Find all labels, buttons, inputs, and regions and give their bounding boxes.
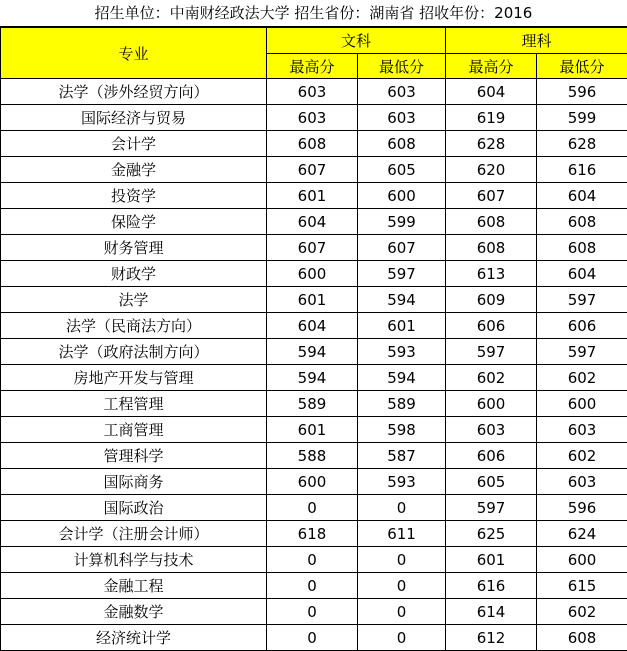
like-min-cell: 608 (537, 625, 627, 651)
score-table (0, 27, 627, 651)
major-cell: 财务管理 (1, 235, 267, 261)
table-body (1, 79, 627, 651)
wenke-max-cell: 607 (267, 235, 358, 261)
major-cell: 工程管理 (1, 391, 267, 417)
like-max-cell: 609 (446, 287, 537, 313)
table-row (1, 287, 627, 313)
like-max-cell: 608 (446, 235, 537, 261)
major-cell: 投资学 (1, 183, 267, 209)
like-min-cell: 602 (537, 443, 627, 469)
wenke-min-cell: 0 (358, 547, 446, 573)
table-row (1, 79, 627, 105)
major-column-header: 专业 (1, 28, 267, 79)
table-row (1, 521, 627, 547)
wenke-max-cell: 601 (267, 417, 358, 443)
major-cell: 工商管理 (1, 417, 267, 443)
wenke-min-cell: 603 (358, 105, 446, 131)
major-cell: 会计学 (1, 131, 267, 157)
major-cell: 国际政治 (1, 495, 267, 521)
wenke-min-cell: 594 (358, 287, 446, 313)
like-min-cell: 604 (537, 183, 627, 209)
table-row (1, 495, 627, 521)
major-cell: 法学 (1, 287, 267, 313)
table-row (1, 105, 627, 131)
major-cell: 法学（政府法制方向） (1, 339, 267, 365)
table-row (1, 261, 627, 287)
like-min-cell: 616 (537, 157, 627, 183)
table-row (1, 183, 627, 209)
table-row (1, 131, 627, 157)
wenke-min-cell: 605 (358, 157, 446, 183)
wenke-min-cell: 598 (358, 417, 446, 443)
wenke-min-cell: 0 (358, 599, 446, 625)
wenke-max-cell: 603 (267, 105, 358, 131)
like-max-cell: 608 (446, 209, 537, 235)
header-row-groups (1, 28, 627, 54)
major-cell: 法学（涉外经贸方向） (1, 79, 267, 105)
major-cell: 法学（民商法方向） (1, 313, 267, 339)
like-max-cell: 597 (446, 495, 537, 521)
major-cell: 会计学（注册会计师） (1, 521, 267, 547)
table-row (1, 547, 627, 573)
like-max-cell: 600 (446, 391, 537, 417)
wenke-min-cell: 611 (358, 521, 446, 547)
wenke-min-header: 最低分 (358, 54, 446, 79)
wenke-max-cell: 0 (267, 495, 358, 521)
like-max-cell: 605 (446, 469, 537, 495)
wenke-max-cell: 608 (267, 131, 358, 157)
like-max-cell: 601 (446, 547, 537, 573)
like-max-cell: 616 (446, 573, 537, 599)
like-min-cell: 600 (537, 391, 627, 417)
wenke-max-cell: 601 (267, 183, 358, 209)
like-min-cell: 628 (537, 131, 627, 157)
major-cell: 经济统计学 (1, 625, 267, 651)
table-row (1, 209, 627, 235)
major-cell: 金融工程 (1, 573, 267, 599)
like-max-cell: 612 (446, 625, 537, 651)
wenke-min-cell: 601 (358, 313, 446, 339)
wenke-max-cell: 589 (267, 391, 358, 417)
like-min-cell: 624 (537, 521, 627, 547)
like-min-cell: 608 (537, 235, 627, 261)
wenke-min-cell: 0 (358, 573, 446, 599)
like-max-cell: 603 (446, 417, 537, 443)
wenke-min-cell: 0 (358, 625, 446, 651)
like-max-cell: 607 (446, 183, 537, 209)
table-row (1, 339, 627, 365)
wenke-max-cell: 600 (267, 261, 358, 287)
wenke-max-header: 最高分 (267, 54, 358, 79)
major-cell: 国际商务 (1, 469, 267, 495)
major-cell: 计算机科学与技术 (1, 547, 267, 573)
wenke-min-cell: 589 (358, 391, 446, 417)
like-min-cell: 603 (537, 417, 627, 443)
wenke-min-cell: 608 (358, 131, 446, 157)
wenke-min-cell: 593 (358, 469, 446, 495)
like-max-cell: 604 (446, 79, 537, 105)
like-max-cell: 602 (446, 365, 537, 391)
like-max-cell: 619 (446, 105, 537, 131)
wenke-max-cell: 603 (267, 79, 358, 105)
wenke-max-cell: 601 (267, 287, 358, 313)
table-row (1, 599, 627, 625)
like-min-cell: 603 (537, 469, 627, 495)
wenke-min-cell: 607 (358, 235, 446, 261)
page-title: 招生单位：中南财经政法大学 招生省份：湖南省 招收年份：2016 (0, 0, 627, 27)
major-cell: 金融学 (1, 157, 267, 183)
table-row (1, 469, 627, 495)
table-row (1, 365, 627, 391)
like-min-cell: 606 (537, 313, 627, 339)
table-row (1, 313, 627, 339)
like-min-cell: 599 (537, 105, 627, 131)
wenke-max-cell: 618 (267, 521, 358, 547)
table-header (1, 28, 627, 79)
wenke-max-cell: 588 (267, 443, 358, 469)
wenke-max-cell: 594 (267, 365, 358, 391)
table-row (1, 625, 627, 651)
like-min-header: 最低分 (537, 54, 627, 79)
wenke-max-cell: 594 (267, 339, 358, 365)
like-min-cell: 596 (537, 79, 627, 105)
wenke-max-cell: 607 (267, 157, 358, 183)
major-cell: 保险学 (1, 209, 267, 235)
wenke-min-cell: 594 (358, 365, 446, 391)
like-min-cell: 604 (537, 261, 627, 287)
like-min-cell: 600 (537, 547, 627, 573)
table-row (1, 573, 627, 599)
wenke-group-header: 文科 (267, 28, 446, 54)
major-cell: 管理科学 (1, 443, 267, 469)
like-group-header: 理科 (446, 28, 627, 54)
wenke-max-cell: 604 (267, 209, 358, 235)
major-cell: 财政学 (1, 261, 267, 287)
like-max-header: 最高分 (446, 54, 537, 79)
wenke-max-cell: 0 (267, 599, 358, 625)
wenke-max-cell: 600 (267, 469, 358, 495)
like-max-cell: 606 (446, 443, 537, 469)
like-max-cell: 613 (446, 261, 537, 287)
like-min-cell: 608 (537, 209, 627, 235)
wenke-min-cell: 597 (358, 261, 446, 287)
table-row (1, 443, 627, 469)
wenke-min-cell: 599 (358, 209, 446, 235)
like-max-cell: 625 (446, 521, 537, 547)
major-cell: 国际经济与贸易 (1, 105, 267, 131)
table-row (1, 157, 627, 183)
wenke-min-cell: 603 (358, 79, 446, 105)
like-max-cell: 597 (446, 339, 537, 365)
like-min-cell: 597 (537, 339, 627, 365)
wenke-min-cell: 0 (358, 495, 446, 521)
wenke-max-cell: 0 (267, 625, 358, 651)
table-row (1, 235, 627, 261)
like-max-cell: 620 (446, 157, 537, 183)
like-min-cell: 597 (537, 287, 627, 313)
wenke-max-cell: 604 (267, 313, 358, 339)
wenke-max-cell: 0 (267, 547, 358, 573)
like-min-cell: 615 (537, 573, 627, 599)
like-max-cell: 614 (446, 599, 537, 625)
like-max-cell: 606 (446, 313, 537, 339)
wenke-max-cell: 0 (267, 573, 358, 599)
major-cell: 房地产开发与管理 (1, 365, 267, 391)
table-row (1, 391, 627, 417)
table-row (1, 417, 627, 443)
wenke-min-cell: 593 (358, 339, 446, 365)
wenke-min-cell: 600 (358, 183, 446, 209)
major-cell: 金融数学 (1, 599, 267, 625)
like-min-cell: 596 (537, 495, 627, 521)
like-max-cell: 628 (446, 131, 537, 157)
like-min-cell: 602 (537, 365, 627, 391)
like-min-cell: 602 (537, 599, 627, 625)
wenke-min-cell: 587 (358, 443, 446, 469)
